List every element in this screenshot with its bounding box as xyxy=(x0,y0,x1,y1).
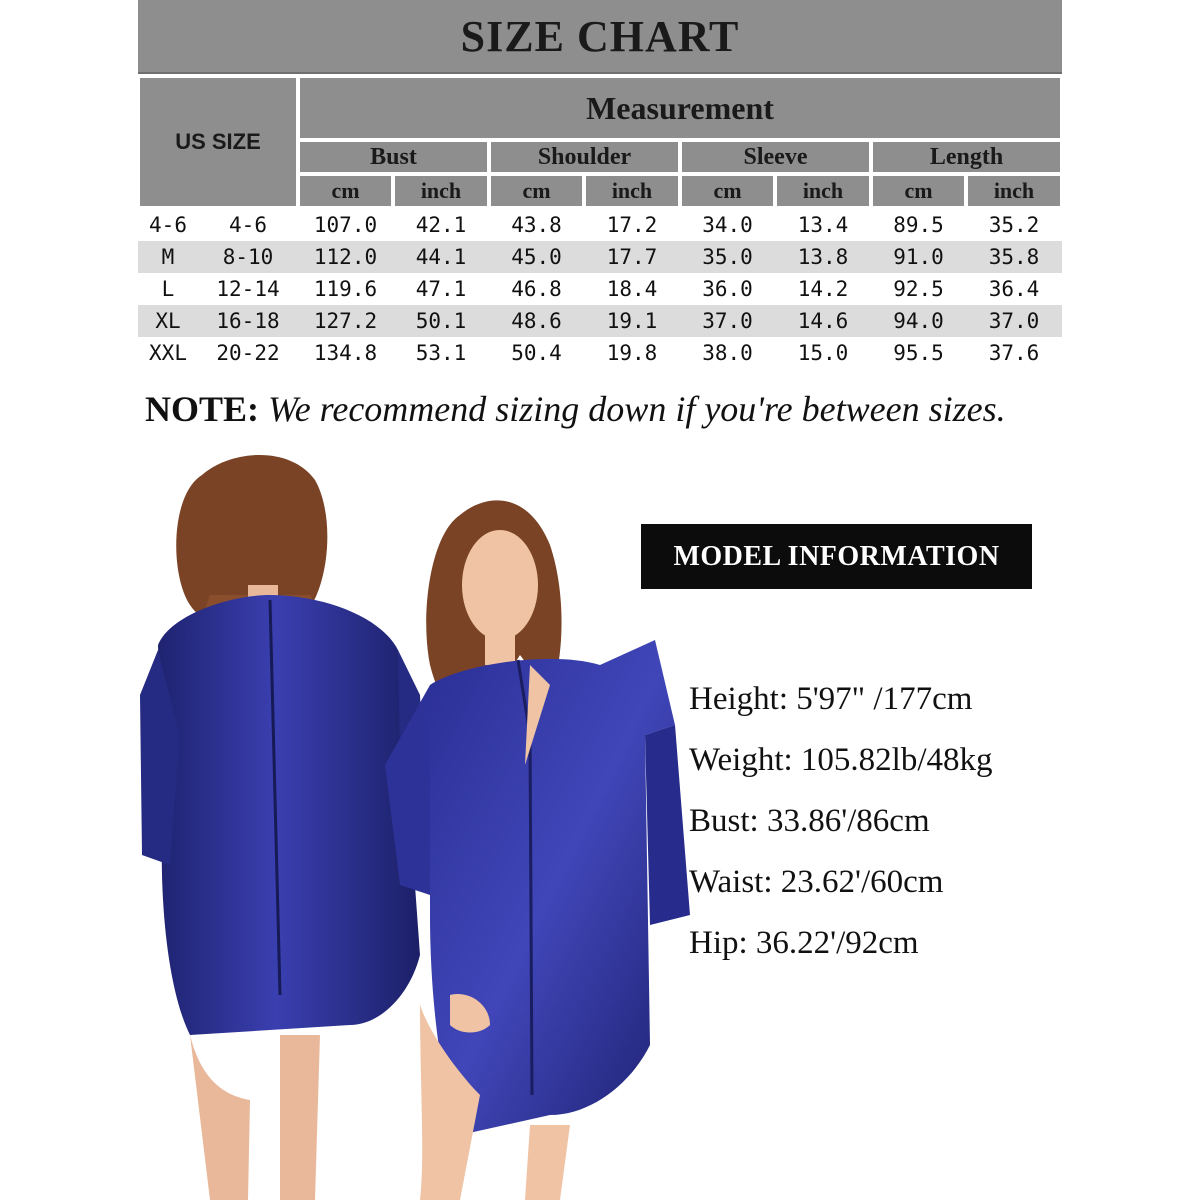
unit-cm-label: cm xyxy=(331,178,360,203)
value-cell: 19.1 xyxy=(606,309,658,333)
sleeve-inch-header xyxy=(775,174,871,208)
value-cell: 92.5 xyxy=(893,277,944,301)
value-cell: 36.4 xyxy=(988,277,1040,301)
value-cell: 44.1 xyxy=(415,245,467,269)
us-size-cell: 8-10 xyxy=(222,245,274,269)
model-photo xyxy=(130,435,690,1200)
shoulder-cm-header xyxy=(489,174,584,208)
value-cell: 43.8 xyxy=(511,213,562,237)
value-cell: 134.8 xyxy=(313,341,378,365)
value-cell: 94.0 xyxy=(893,309,944,333)
value-cell: 112.0 xyxy=(313,245,378,269)
length-inch-header xyxy=(966,174,1062,208)
value-cell: 48.6 xyxy=(511,309,562,333)
length-cm-header xyxy=(871,174,966,208)
size-cell: M xyxy=(161,245,175,269)
value-cell: 34.0 xyxy=(702,213,753,237)
table-row xyxy=(138,241,1062,273)
unit-inch-label: inch xyxy=(420,178,462,203)
us-size-cell: 16-18 xyxy=(216,309,280,333)
note-label: NOTE: xyxy=(145,389,260,429)
length-header xyxy=(871,140,1062,174)
sleeve-header-label: Sleeve xyxy=(743,143,808,170)
unit-inch-label: inch xyxy=(802,178,844,203)
size-cell: XXL xyxy=(149,341,187,365)
size-cell: L xyxy=(161,277,175,301)
unit-cm-label: cm xyxy=(713,178,742,203)
us-size-cell: 20-22 xyxy=(216,341,280,365)
value-cell: 42.1 xyxy=(415,213,467,237)
model-information-heading: MODEL INFORMATION xyxy=(673,540,1000,572)
unit-cm-label: cm xyxy=(904,178,933,203)
bust-inch-header xyxy=(393,174,489,208)
us-size-cell: 4-6 xyxy=(229,213,267,237)
us-size-header-label: US SIZE xyxy=(175,129,261,154)
model-hip: Hip: 36.22'/92cm xyxy=(689,925,919,961)
back-view-model xyxy=(140,455,430,1200)
value-cell: 35.2 xyxy=(988,213,1040,237)
value-cell: 95.5 xyxy=(893,341,944,365)
value-cell: 50.4 xyxy=(511,341,562,365)
table-row xyxy=(138,273,1062,305)
value-cell: 18.4 xyxy=(606,277,658,301)
value-cell: 91.0 xyxy=(893,245,944,269)
table-row xyxy=(138,209,1062,241)
bust-header xyxy=(298,140,489,174)
value-cell: 119.6 xyxy=(313,277,378,301)
value-cell: 37.0 xyxy=(988,309,1040,333)
size-cell: 4-6 xyxy=(149,213,187,237)
value-cell: 19.8 xyxy=(606,341,658,365)
value-cell: 36.0 xyxy=(702,277,753,301)
unit-cm-label: cm xyxy=(522,178,551,203)
value-cell: 107.0 xyxy=(313,213,378,237)
value-cell: 38.0 xyxy=(702,341,753,365)
value-cell: 53.1 xyxy=(415,341,467,365)
value-cell: 45.0 xyxy=(511,245,562,269)
model-bust: Bust: 33.86'/86cm xyxy=(689,803,930,839)
table-row xyxy=(138,305,1062,337)
bust-cm-header xyxy=(298,174,393,208)
model-weight: Weight: 105.82lb/48kg xyxy=(689,742,993,778)
sleeve-header xyxy=(680,140,871,174)
bust-header-label: Bust xyxy=(370,143,417,170)
note-text: We recommend sizing down if you're between sizes. xyxy=(268,389,1006,429)
us-size-cell: 12-14 xyxy=(216,277,280,301)
shoulder-header-label: Shoulder xyxy=(537,143,632,170)
value-cell: 17.7 xyxy=(606,245,658,269)
value-cell: 15.0 xyxy=(797,341,849,365)
value-cell: 35.0 xyxy=(702,245,753,269)
value-cell: 13.4 xyxy=(797,213,849,237)
value-cell: 37.0 xyxy=(702,309,753,333)
value-cell: 13.8 xyxy=(797,245,849,269)
value-cell: 127.2 xyxy=(313,309,378,333)
shoulder-header xyxy=(489,140,680,174)
measurement-header xyxy=(298,76,1062,140)
value-cell: 17.2 xyxy=(606,213,658,237)
model-height: Height: 5'97" /177cm xyxy=(689,681,973,717)
unit-inch-label: inch xyxy=(993,178,1035,203)
shoulder-inch-header xyxy=(584,174,680,208)
value-cell: 35.8 xyxy=(988,245,1040,269)
value-cell: 47.1 xyxy=(415,277,467,301)
model-waist: Waist: 23.62'/60cm xyxy=(689,864,944,900)
us-size-header xyxy=(138,76,298,208)
length-header-label: Length xyxy=(929,143,1004,170)
value-cell: 50.1 xyxy=(415,309,467,333)
unit-inch-label: inch xyxy=(611,178,653,203)
value-cell: 46.8 xyxy=(511,277,562,301)
value-cell: 89.5 xyxy=(893,213,944,237)
value-cell: 14.2 xyxy=(797,277,849,301)
table-row xyxy=(138,337,1062,369)
model-information-heading-box xyxy=(641,524,1032,589)
front-view-model xyxy=(385,500,690,1200)
sizing-note xyxy=(145,388,1195,430)
value-cell: 14.6 xyxy=(797,309,849,333)
value-cell: 37.6 xyxy=(988,341,1040,365)
size-cell: XL xyxy=(155,309,181,333)
measurement-header-label: Measurement xyxy=(586,89,774,126)
size-chart-title-bar xyxy=(138,0,1062,74)
size-chart-title: SIZE CHART xyxy=(460,11,740,61)
sleeve-cm-header xyxy=(680,174,775,208)
